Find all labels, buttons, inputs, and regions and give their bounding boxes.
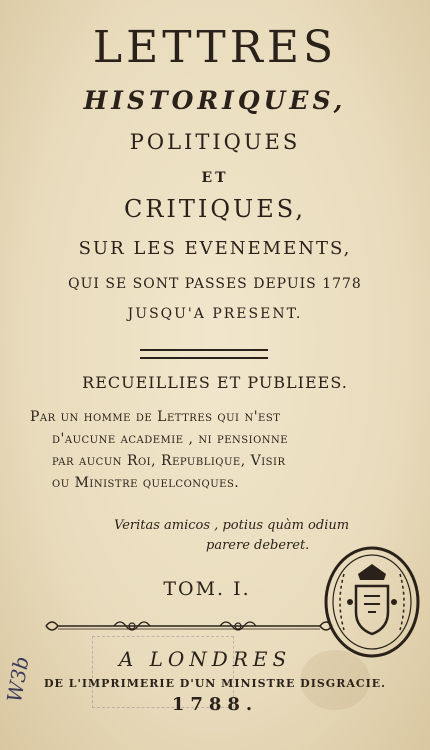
library-seal-stamp (322, 544, 422, 660)
author-line: par aucun Roi, Republique, Visir (52, 453, 286, 469)
title-line-historiques: HISTORIQUES, (83, 86, 347, 115)
latin-motto (114, 516, 349, 556)
handwritten-shelfmark: W3b (2, 654, 34, 705)
motto-line: Veritas amicos , potius quàm odium (114, 518, 350, 533)
motto-line: parere deberet. (206, 538, 310, 553)
imprint-printer: DE L'IMPRIMERIE D'UN MINISTRE DISGRACIE. (43, 677, 386, 690)
ornamental-rule (44, 615, 334, 637)
imprint-place: A LONDRES (118, 647, 292, 671)
title-line-present: JUSQU'A PRESENT. (127, 306, 303, 322)
imprint-year: 1788. (171, 694, 259, 715)
title-line-depuis: QUI SE SONT PASSES DEPUIS 1778 (68, 276, 362, 292)
title-line-et: ET (201, 170, 229, 186)
author-line: d'aucune academie , ni pensionne (52, 431, 289, 447)
author-line: Par un homme de Lettres qui n'est (30, 409, 281, 425)
author-paragraph (30, 406, 402, 494)
title-line-politiques: POLITIQUES (129, 130, 301, 154)
title-line-lettres: LETTRES (92, 22, 338, 73)
collected-line: RECUEILLIES ET PUBLIEES. (82, 373, 348, 392)
author-line: ou Ministre quelconques. (52, 475, 240, 491)
title-line-critiques: CRITIQUES, (123, 195, 307, 223)
tome-number: TOM. I. (163, 578, 251, 600)
title-line-evenements: SUR LES EVENEMENTS, (78, 238, 352, 259)
double-rule (140, 349, 268, 359)
